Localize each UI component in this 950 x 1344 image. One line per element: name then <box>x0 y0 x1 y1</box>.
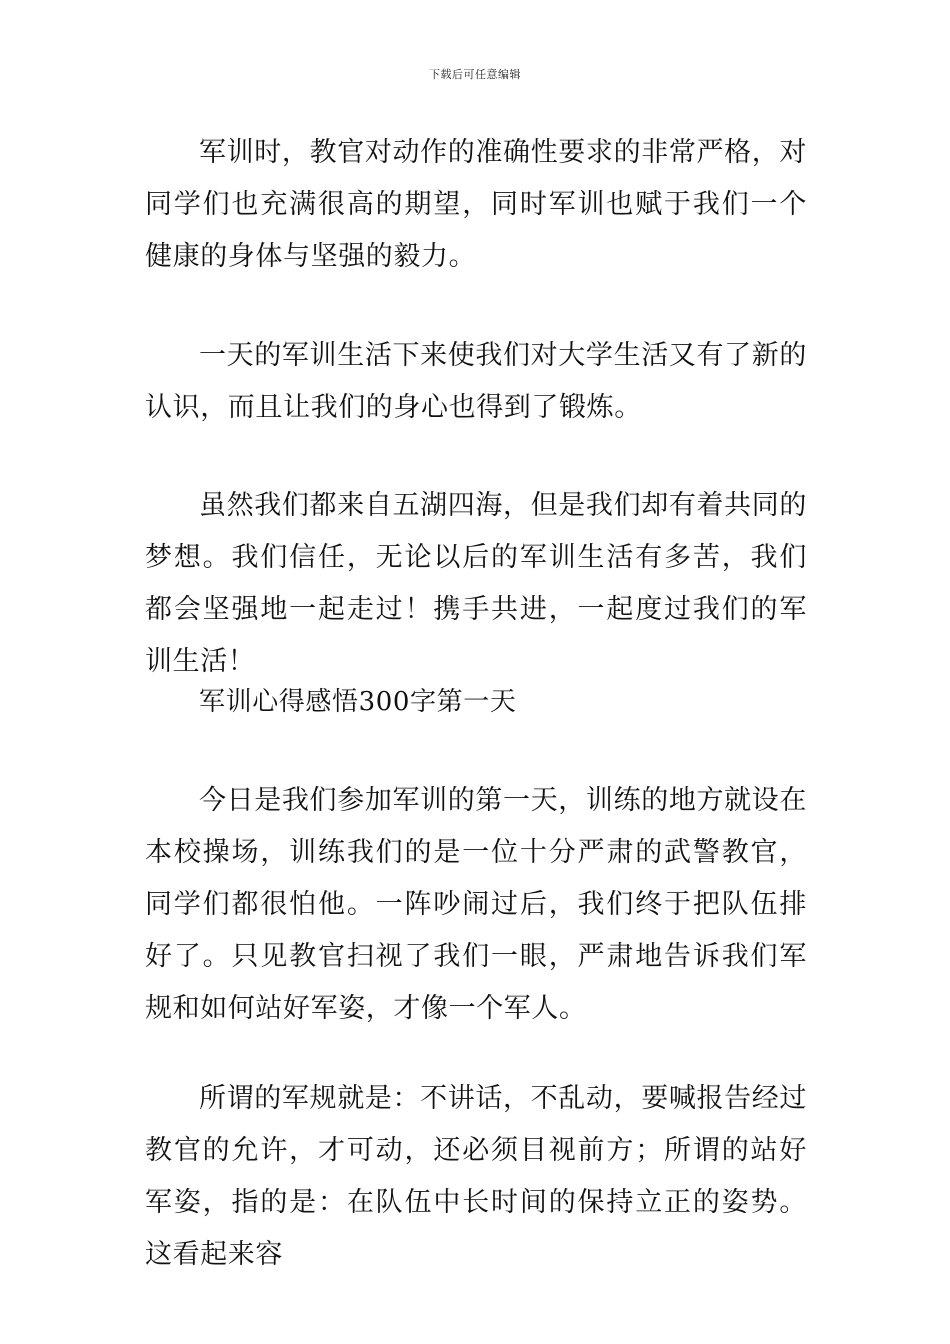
paragraph-text: 军训时，教官对动作的准确性要求的非常严格，对同学们也充满很高的期望，同时军训也赋于我们一个健康的身体与坚强的毅力。 <box>145 137 807 272</box>
header-note: 下载后可任意编辑 <box>429 68 521 81</box>
paragraph-text: 虽然我们都来自五湖四海，但是我们却有着共同的梦想。我们信任，无论以后的军训生活有多苦，我们都会坚强地一起走过！携手共进，一起度过我们的军训生活！ <box>145 490 807 677</box>
section-heading-text: 军训心得感悟300字第一天 <box>199 687 517 717</box>
paragraph-text: 所谓的军规就是：不讲话，不乱动，要喊报告经过教官的允许，才可动，还必须目视前方；所谓的站好军姿，指的是：在队伍中长时间的保持立正的姿势。这看起来容 <box>145 1083 807 1270</box>
section-heading <box>145 676 807 728</box>
paragraph-3 <box>145 480 807 688</box>
paragraph-1 <box>145 127 807 283</box>
paragraph-6 <box>145 1073 807 1281</box>
paragraph-text: 一天的军训生活下来使我们对大学生活又有了新的认识，而且让我们的身心也得到了锻炼。 <box>145 340 807 423</box>
paragraph-5 <box>145 775 807 1035</box>
paragraph-text: 今日是我们参加军训的第一天，训练的地方就设在本校操场，训练我们的是一位十分严肃的武警教官，同学们都很怕他。一阵吵闹过后，我们终于把队伍排好了。只见教官扫视了我们一眼，严肃地告诉我们军规和如何站好军姿，才像一个军人。 <box>145 785 807 1024</box>
paragraph-2 <box>145 330 807 434</box>
